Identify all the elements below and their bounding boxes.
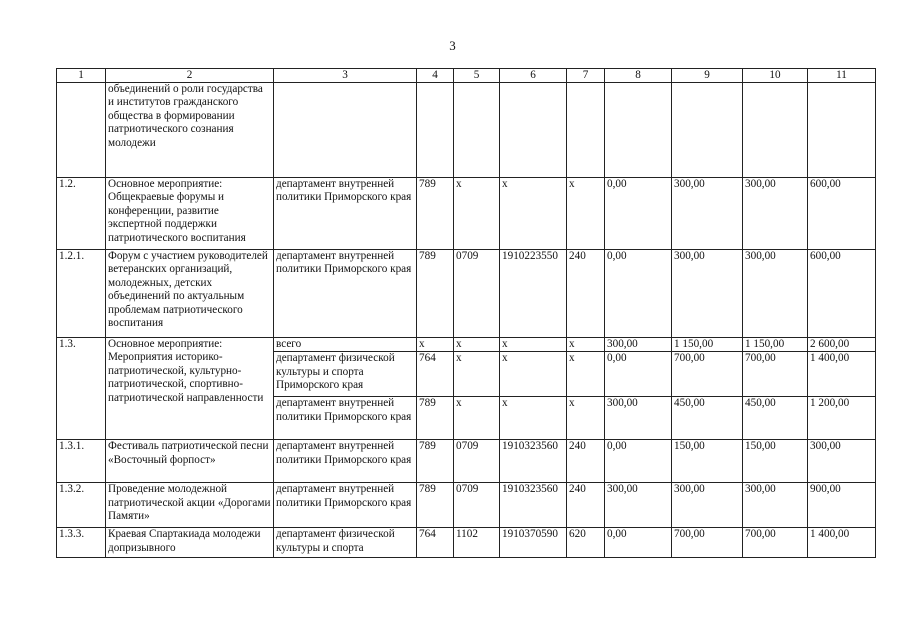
grbs-code: 789 bbox=[417, 440, 454, 483]
column-header: 2 bbox=[106, 69, 274, 83]
section-code: x bbox=[454, 338, 500, 352]
amount: 300,00 bbox=[743, 178, 808, 250]
expense-type: x bbox=[567, 178, 605, 250]
expense-type: x bbox=[567, 338, 605, 352]
event-name: Проведение молодежной патриотической акции «Дорогами Памяти» bbox=[106, 483, 274, 528]
executor: департамент внутренней политики Приморского края bbox=[274, 397, 417, 440]
table-row bbox=[57, 440, 876, 483]
amount: 150,00 bbox=[743, 440, 808, 483]
table-cell bbox=[500, 83, 567, 178]
column-header: 1 bbox=[57, 69, 106, 83]
target-code: x bbox=[500, 352, 567, 397]
amount: 450,00 bbox=[743, 397, 808, 440]
target-code: 1910370590 bbox=[500, 528, 567, 558]
executor: департамент внутренней политики Приморского края bbox=[274, 483, 417, 528]
grbs-code: 764 bbox=[417, 528, 454, 558]
grbs-code: 764 bbox=[417, 352, 454, 397]
section-code: 0709 bbox=[454, 483, 500, 528]
event-name: Основное мероприятие: Мероприятия историко-патриотической, культурно-патриотической, спортивно-патриотической направленности bbox=[106, 338, 274, 440]
column-header: 9 bbox=[672, 69, 743, 83]
column-header: 8 bbox=[605, 69, 672, 83]
target-code: x bbox=[500, 178, 567, 250]
total-amount: 2 600,00 bbox=[808, 338, 876, 352]
amount: 700,00 bbox=[743, 352, 808, 397]
amount: 1 150,00 bbox=[672, 338, 743, 352]
row-number: 1.3. bbox=[57, 338, 106, 440]
amount: 300,00 bbox=[672, 483, 743, 528]
amount: 0,00 bbox=[605, 528, 672, 558]
amount: 300,00 bbox=[605, 397, 672, 440]
table-cell bbox=[605, 83, 672, 178]
table-cell bbox=[417, 83, 454, 178]
executor: всего bbox=[274, 338, 417, 352]
page-number: 3 bbox=[449, 38, 456, 53]
event-name: Основное мероприятие: Общекраевые форумы и конференции, развитие экспертной поддержки патриотического воспитания bbox=[106, 178, 274, 250]
expense-type: 620 bbox=[567, 528, 605, 558]
expense-type: 240 bbox=[567, 250, 605, 338]
section-code: x bbox=[454, 397, 500, 440]
target-code: x bbox=[500, 338, 567, 352]
target-code: 1910223550 bbox=[500, 250, 567, 338]
expense-type: 240 bbox=[567, 483, 605, 528]
amount: 150,00 bbox=[672, 440, 743, 483]
table-row bbox=[57, 528, 876, 558]
executor: департамент физической культуры и спорта Приморского края bbox=[274, 352, 417, 397]
executor: департамент внутренней политики Приморского края bbox=[274, 440, 417, 483]
column-header: 6 bbox=[500, 69, 567, 83]
target-code: 1910323560 bbox=[500, 483, 567, 528]
event-name: Фестиваль патриотической песни «Восточный форпост» bbox=[106, 440, 274, 483]
executor: департамент внутренней политики Приморского края bbox=[274, 250, 417, 338]
row-number: 1.3.1. bbox=[57, 440, 106, 483]
column-header: 10 bbox=[743, 69, 808, 83]
total-amount: 1 200,00 bbox=[808, 397, 876, 440]
total-amount: 900,00 bbox=[808, 483, 876, 528]
event-name: Форум с участием руководителей ветеранских организаций, молодежных, детских объединений по актуальным проблемам патриотического воспитания bbox=[106, 250, 274, 338]
amount: 700,00 bbox=[743, 528, 808, 558]
expense-type: 240 bbox=[567, 440, 605, 483]
amount: 450,00 bbox=[672, 397, 743, 440]
amount: 300,00 bbox=[605, 338, 672, 352]
grbs-code: x bbox=[417, 338, 454, 352]
column-header: 4 bbox=[417, 69, 454, 83]
amount: 0,00 bbox=[605, 250, 672, 338]
total-amount: 600,00 bbox=[808, 178, 876, 250]
total-amount: 300,00 bbox=[808, 440, 876, 483]
grbs-code: 789 bbox=[417, 483, 454, 528]
section-code: x bbox=[454, 352, 500, 397]
table-row bbox=[57, 338, 876, 352]
section-code: x bbox=[454, 178, 500, 250]
amount: 1 150,00 bbox=[743, 338, 808, 352]
row-number: 1.2.1. bbox=[57, 250, 106, 338]
expense-type: x bbox=[567, 352, 605, 397]
total-amount: 1 400,00 bbox=[808, 352, 876, 397]
amount: 700,00 bbox=[672, 352, 743, 397]
table-row bbox=[57, 250, 876, 338]
event-name: Краевая Спартакиада молодежи допризывного bbox=[106, 528, 274, 558]
table-row bbox=[57, 483, 876, 528]
amount: 300,00 bbox=[672, 178, 743, 250]
row-number: 1.3.2. bbox=[57, 483, 106, 528]
table-cell bbox=[57, 83, 106, 178]
table-header-row bbox=[57, 69, 876, 83]
executor: департамент физической культуры и спорта bbox=[274, 528, 417, 558]
target-code: x bbox=[500, 397, 567, 440]
table-cell bbox=[567, 83, 605, 178]
total-amount: 1 400,00 bbox=[808, 528, 876, 558]
amount: 300,00 bbox=[672, 250, 743, 338]
column-header: 7 bbox=[567, 69, 605, 83]
amount: 0,00 bbox=[605, 440, 672, 483]
column-header: 3 bbox=[274, 69, 417, 83]
grbs-code: 789 bbox=[417, 397, 454, 440]
table-cell bbox=[274, 83, 417, 178]
amount: 300,00 bbox=[743, 250, 808, 338]
table-row bbox=[57, 178, 876, 250]
amount: 700,00 bbox=[672, 528, 743, 558]
table-cell: объединений о роли государства и институтов гражданского общества в формировании патриотического сознания молодежи bbox=[106, 83, 274, 178]
amount: 0,00 bbox=[605, 352, 672, 397]
column-header: 5 bbox=[454, 69, 500, 83]
section-code: 0709 bbox=[454, 250, 500, 338]
table-cell bbox=[743, 83, 808, 178]
target-code: 1910323560 bbox=[500, 440, 567, 483]
table-cell bbox=[808, 83, 876, 178]
amount: 300,00 bbox=[605, 483, 672, 528]
budget-table bbox=[56, 68, 876, 558]
table-cell bbox=[672, 83, 743, 178]
executor: департамент внутренней политики Приморского края bbox=[274, 178, 417, 250]
section-code: 1102 bbox=[454, 528, 500, 558]
column-header: 11 bbox=[808, 69, 876, 83]
total-amount: 600,00 bbox=[808, 250, 876, 338]
row-number: 1.2. bbox=[57, 178, 106, 250]
amount: 0,00 bbox=[605, 178, 672, 250]
row-number: 1.3.3. bbox=[57, 528, 106, 558]
expense-type: x bbox=[567, 397, 605, 440]
section-code: 0709 bbox=[454, 440, 500, 483]
table-cell bbox=[454, 83, 500, 178]
table-row bbox=[57, 83, 876, 178]
grbs-code: 789 bbox=[417, 178, 454, 250]
grbs-code: 789 bbox=[417, 250, 454, 338]
amount: 300,00 bbox=[743, 483, 808, 528]
